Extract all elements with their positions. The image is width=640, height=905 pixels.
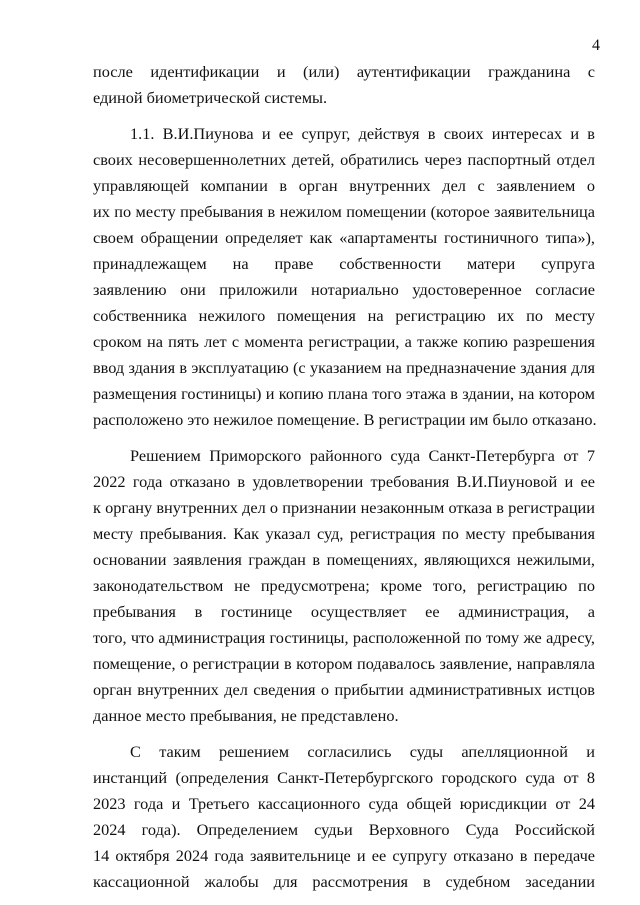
paragraph-1-1 <box>93 121 595 433</box>
text-line: 1.1. В.И.Пиунова и ее супруг, действуя в своих интересах и в <box>130 124 595 143</box>
text-line: сроком на пять лет с момента регистрации, а также копию разрешения <box>93 332 595 351</box>
text-line: единой биометрической системы. <box>93 88 328 107</box>
text-line: своих несовершеннолетних детей, обратились через паспортный отдел <box>93 150 595 169</box>
text-line: после идентификации и (или) аутентификации гражданина с <box>93 62 595 81</box>
text-line: Решением Приморского районного суда Санкт-Петербурга от 7 <box>130 446 595 465</box>
text-line: размещения гостиницы) и копию плана того этажа в здании, на котором <box>93 384 595 403</box>
text-line: заявлению они приложили нотариально удостоверенное согласие <box>93 280 595 299</box>
text-line: основании заявления граждан в помещениях, являющихся нежилыми, <box>93 550 595 569</box>
text-line: данное место пребывания, не представлено. <box>93 706 399 725</box>
text-line: 14 октября 2024 года заявительнице и ее супругу отказано в передаче <box>93 846 595 865</box>
paragraph-continuation <box>93 59 595 111</box>
text-line: законодательством не предусмотрена; кроме того, регистрацию по <box>93 576 595 595</box>
text-line: расположено это нежилое помещение. В регистрации им было отказано. <box>93 410 597 429</box>
text-line: к органу внутренних дел о признании незаконным отказа в регистрации <box>93 498 595 517</box>
text-line: помещение, о регистрации в котором подавалось заявление, направляла <box>93 654 595 673</box>
text-line: 2022 года отказано в удовлетворении требования В.И.Пиуновой и ее <box>93 472 595 491</box>
text-line: своем обращении определяет как «апартаменты гостиничного типа»), <box>93 228 595 247</box>
text-line: кассационной жалобы для рассмотрения в судебном заседании <box>93 872 595 891</box>
paragraph-court-decision <box>93 443 595 729</box>
text-line: их по месту пребывания в нежилом помещении (которое заявительница <box>93 202 595 221</box>
text-line: собственника нежилого помещения на регистрацию их по месту <box>93 306 595 325</box>
text-line: орган внутренних дел сведения о прибытии административных истцов <box>93 680 595 699</box>
page-number: 4 <box>592 37 600 54</box>
text-line: принадлежащем на праве собственности матери супруга <box>93 254 595 273</box>
text-line: управляющей компании в орган внутренних дел с заявлением о <box>93 176 595 195</box>
paragraph-gap <box>93 433 595 443</box>
text-line: месту пребывания. Как указал суд, регистрация по месту пребывания <box>93 524 595 543</box>
paragraph-gap <box>93 729 595 739</box>
text-line: инстанций (определения Санкт-Петербургского городского суда от 8 <box>93 768 595 787</box>
text-line: С таким решением согласились суды апелляционной и <box>130 742 595 761</box>
text-line: 2023 года и Третьего кассационного суда общей юрисдикции от 24 <box>93 794 595 813</box>
text-line: ввод здания в эксплуатацию (с указанием на предназначение здания для <box>93 358 595 377</box>
text-line: 2024 года). Определением судьи Верховного Суда Российской <box>93 820 595 839</box>
document-body <box>93 59 595 895</box>
text-line: пребывания в гостинице осуществляет ее администрация, а <box>93 602 595 621</box>
paragraph-gap <box>93 111 595 121</box>
text-line: того, что администрация гостиницы, расположенной по тому же адресу, <box>93 628 595 647</box>
paragraph-appeals <box>93 739 595 895</box>
